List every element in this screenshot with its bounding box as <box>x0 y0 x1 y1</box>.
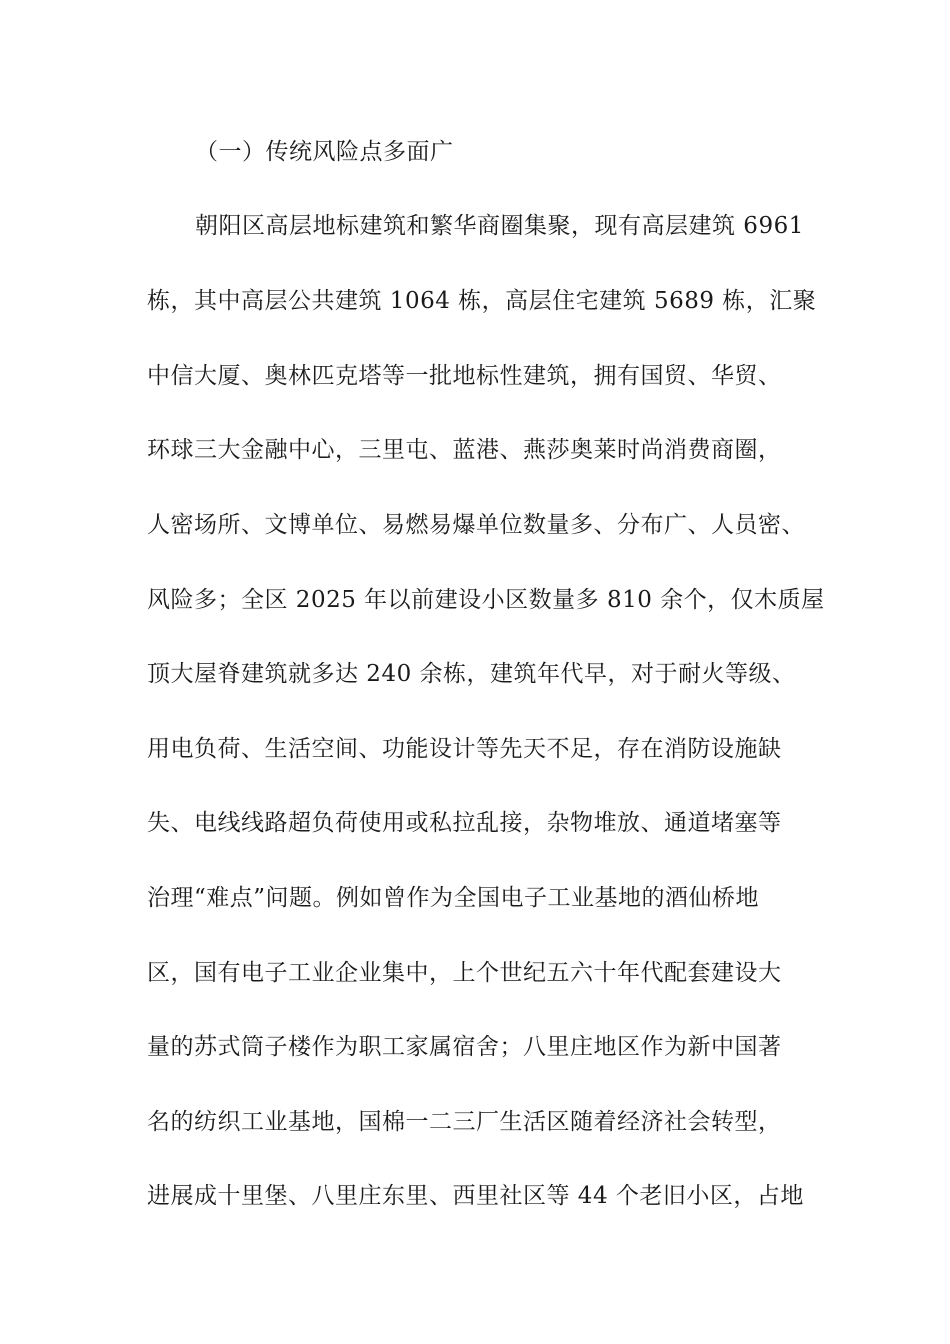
paragraph-line: 用电负荷、生活空间、功能设计等先天不足，存在消防设施缺 <box>147 736 782 762</box>
paragraph-line: 人密场所、文博单位、易燃易爆单位数量多、分布广、人员密、 <box>147 512 805 538</box>
paragraph-line: 风险多；全区 2025 年以前建设小区数量多 810 余个，仅木质屋 <box>147 587 825 613</box>
paragraph-line: 顶大屋脊建筑就多达 240 余栋，建筑年代早，对于耐火等级、 <box>147 661 796 687</box>
paragraph-line: 量的苏式筒子楼作为职工家属宿舍；八里庄地区作为新中国著 <box>147 1034 782 1060</box>
paragraph-line: 治理“难点”问题。例如曾作为全国电子工业基地的酒仙桥地 <box>147 885 760 911</box>
paragraph-line: 朝阳区高层地标建筑和繁华商圈集聚，现有高层建筑 6961 <box>195 213 804 239</box>
paragraph-line: 区，国有电子工业企业集中，上个世纪五六十年代配套建设大 <box>147 960 782 986</box>
paragraph-line: 环球三大金融中心，三里屯、蓝港、燕莎奥莱时尚消费商圈， <box>147 437 782 463</box>
paragraph-line: 进展成十里堡、八里庄东里、西里社区等 44 个老旧小区，占地 <box>147 1183 804 1209</box>
paragraph-line: 中信大厦、奥林匹克塔等一批地标性建筑，拥有国贸、华贸、 <box>147 363 782 389</box>
paragraph-line: 名的纺织工业基地，国棉一二三厂生活区随着经济社会转型， <box>147 1109 782 1135</box>
paragraph-line: 失、电线线路超负荷使用或私拉乱接，杂物堆放、通道堵塞等 <box>147 810 782 836</box>
paragraph-line: 栋，其中高层公共建筑 1064 栋，高层住宅建筑 5689 栋，汇聚 <box>147 288 817 314</box>
section-heading: （一）传统风险点多面广 <box>195 139 454 165</box>
